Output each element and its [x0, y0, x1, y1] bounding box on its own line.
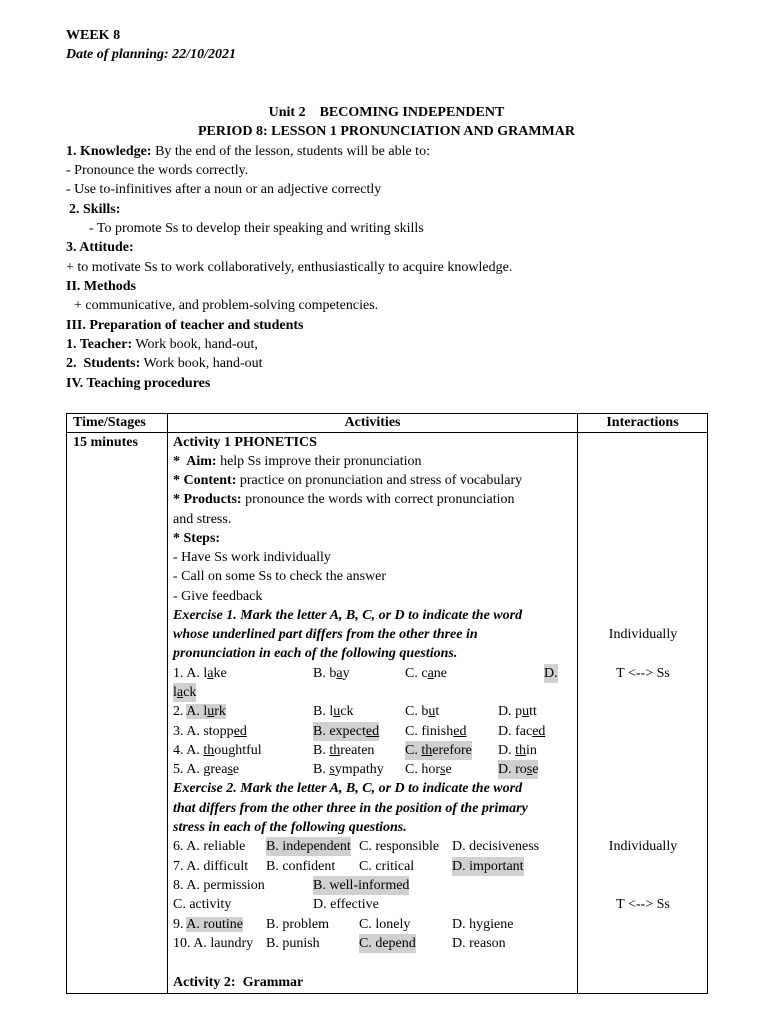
q7-option-b: B. confident	[266, 859, 336, 874]
interaction-teacher-students: T <--> Ss	[616, 666, 670, 681]
procedures-label: IV. Teaching procedures	[66, 376, 211, 391]
header-activities: Activities	[168, 414, 578, 433]
q10-option-c: C. depend	[359, 936, 416, 951]
students-text: Work book, hand-out	[143, 356, 263, 371]
q3-option-c: C. finished	[405, 724, 467, 739]
knowledge-item-1: - Pronounce the words correctly.	[66, 163, 249, 178]
aim-label: * Aim:	[173, 454, 217, 469]
q4-option-d: D. thin	[498, 743, 537, 758]
q10-option-a: 10. A. laundry	[173, 936, 254, 951]
products-line-2: and stress.	[173, 512, 232, 527]
q1-option-d: lack	[173, 685, 197, 700]
q2-option-b: B. luck	[313, 704, 354, 719]
aim-line	[173, 452, 421, 471]
q1-option-a: 1. A. lake	[173, 666, 227, 681]
q4-option-c: C. therefore	[405, 743, 472, 758]
table-row	[67, 433, 708, 994]
teacher-text: Work book, hand-out,	[135, 337, 258, 352]
header-interactions: Interactions	[578, 414, 708, 433]
q1-option-b: B. bay	[313, 666, 350, 681]
students-label: 2. Students:	[66, 356, 141, 371]
q5-option-c: C. horse	[405, 762, 452, 777]
skills-item: - To promote Ss to develop their speaking and writing skills	[89, 221, 424, 236]
time-cell	[67, 433, 168, 994]
teaching-procedures-table	[66, 413, 708, 994]
knowledge-label: 1. Knowledge:	[66, 144, 152, 159]
activity1-title: Activity 1 PHONETICS	[173, 435, 317, 450]
q7-option-d: D. important	[452, 859, 524, 874]
q5-option-d: D. rose	[498, 762, 539, 777]
interaction-teacher-students: T <--> Ss	[616, 897, 670, 912]
week-label: WEEK 8	[66, 28, 121, 43]
products-text: pronounce the words with correct pronunciation	[245, 492, 515, 507]
unit-title: Unit 2 BECOMING INDEPENDENT	[268, 105, 505, 120]
knowledge-line	[66, 142, 430, 161]
q9-option-d: D. hygiene	[452, 917, 514, 932]
q8-option-d: D. effective	[313, 897, 379, 912]
q6-option-d: D. decisiveness	[452, 839, 540, 854]
teacher-line	[66, 335, 258, 354]
step-item: - Give feedback	[173, 589, 263, 604]
q7-option-c: C. critical	[359, 859, 415, 874]
date-of-planning: Date of planning: 22/10/2021	[66, 47, 236, 62]
table-header-row	[67, 414, 708, 433]
q6-option-b: B. independent	[266, 839, 351, 854]
q10-option-b: B. punish	[266, 936, 320, 951]
exercise2-instruction: Exercise 2. Mark the letter A, B, C, or D to indicate the word	[173, 781, 523, 796]
content-text: practice on pronunciation and stress of vocabulary	[239, 473, 523, 488]
q3-option-d: D. faced	[498, 724, 546, 739]
aim-text: help Ss improve their pronunciation	[220, 454, 422, 469]
q2-option-c: C. but	[405, 704, 440, 719]
products-label: * Products:	[173, 492, 242, 507]
step-item: - Have Ss work individually	[173, 550, 331, 565]
q9-option-b: B. problem	[266, 917, 329, 932]
attitude-item: + to motivate Ss to work collaboratively, enthusiastically to acquire knowledge.	[66, 260, 513, 275]
teacher-label: 1. Teacher:	[66, 337, 133, 352]
skills-label: 2. Skills:	[69, 202, 121, 217]
methods-label: II. Methods	[66, 279, 137, 294]
period-title: PERIOD 8: LESSON 1 PRONUNCIATION AND GRAMMAR	[198, 124, 575, 139]
knowledge-item-2: - Use to-infinitives after a noun or an adjective correctly	[66, 182, 382, 197]
preparation-label: III. Preparation of teacher and students	[66, 318, 304, 333]
exercise1-instruction: Exercise 1. Mark the letter A, B, C, or D to indicate the word	[173, 608, 523, 623]
q5-option-a: 5. A. grease	[173, 762, 240, 777]
interactions-cell	[578, 433, 708, 994]
q1-option-d-label: D.	[544, 666, 558, 681]
q8-option-c: C. activity	[173, 897, 232, 912]
header-time-stages: Time/Stages	[67, 414, 168, 433]
content-label: * Content:	[173, 473, 237, 488]
q7-option-a: 7. A. difficult	[173, 859, 249, 874]
students-line	[66, 354, 263, 373]
q5-option-b: B. sympathy	[313, 762, 384, 777]
content-line	[173, 471, 522, 490]
activity2-title: Activity 2: Grammar	[173, 975, 304, 990]
q6-option-a: 6. A. reliable	[173, 839, 246, 854]
q1-option-c: C. cane	[405, 666, 447, 681]
q2-option-d: D. putt	[498, 704, 537, 719]
q8-option-a: 8. A. permission	[173, 878, 265, 893]
products-line	[173, 490, 515, 509]
q4-option-b: B. threaten	[313, 743, 375, 758]
q3-option-a: 3. A. stopped	[173, 724, 247, 739]
methods-item: + communicative, and problem-solving competencies.	[74, 298, 379, 313]
q2-option-a: 2. A. lurk	[173, 704, 226, 719]
q10-option-d: D. reason	[452, 936, 506, 951]
time-value: 15 minutes	[73, 435, 138, 450]
q3-option-b: B. expected	[313, 724, 380, 739]
steps-label: * Steps:	[173, 531, 221, 546]
attitude-label: 3. Attitude:	[66, 240, 134, 255]
exercise1-instruction: whose underlined part differs from the other three in	[173, 627, 478, 642]
activities-cell	[168, 433, 578, 994]
interaction-individually: Individually	[608, 627, 678, 642]
exercise2-instruction: stress in each of the following questions.	[173, 820, 407, 835]
q9-option-a: 9. A. routine	[173, 917, 243, 932]
q4-option-a: 4. A. thoughtful	[173, 743, 262, 758]
exercise1-instruction: pronunciation in each of the following questions.	[173, 646, 458, 661]
q8-option-b: B. well-informed	[313, 878, 410, 893]
interaction-individually: Individually	[608, 839, 678, 854]
step-item: - Call on some Ss to check the answer	[173, 569, 387, 584]
q6-option-c: C. responsible	[359, 839, 440, 854]
exercise2-instruction: that differs from the other three in the position of the primary	[173, 801, 528, 816]
knowledge-text: By the end of the lesson, students will be able to:	[155, 144, 430, 159]
q9-option-c: C. lonely	[359, 917, 411, 932]
